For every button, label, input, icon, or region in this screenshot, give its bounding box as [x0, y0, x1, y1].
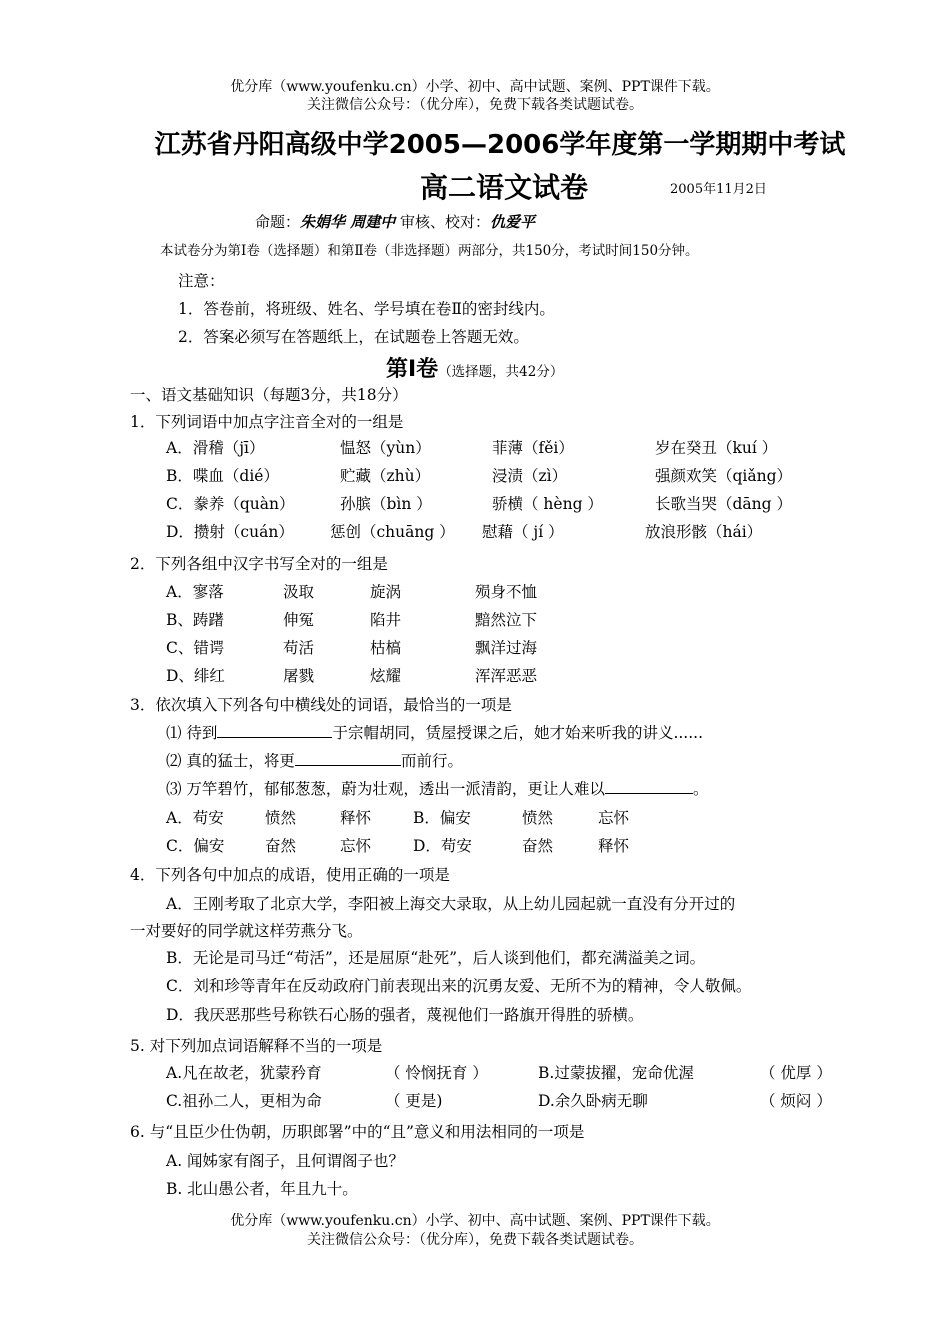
q6-option-a: A. 闻姊家有阁子，且何谓阁子也？: [166, 1152, 405, 1170]
q2-a3: 旋涡: [370, 583, 402, 601]
q3-opt-b2: 愤然: [522, 809, 554, 827]
q3-sentence-1: [166, 722, 703, 744]
q3-opt-d3: 释怀: [598, 837, 630, 855]
q2-d3: 炫耀: [370, 667, 402, 685]
part-1-heading: 一、语文基础知识（每题3分，共18分）: [130, 386, 408, 404]
q3-blank-3[interactable]: [605, 779, 693, 794]
q2-c3: 枯槁: [370, 639, 402, 657]
site-header-line1: 优分库（www.youfenku.cn）小学、初中、高中试题、案例、PPT课件下载。: [230, 79, 720, 95]
q1-c2: 孙膑（bìn ）: [340, 495, 432, 513]
q3-s2-suffix: 而前行。: [400, 752, 463, 770]
q3-blank-1[interactable]: [217, 723, 332, 738]
q4-option-a-line1: A．王刚考取了北京大学，李阳被上海交大录取，从上幼儿园起就一直没有分开过的: [166, 895, 736, 913]
section-1-heading: [386, 352, 563, 383]
notice-item-2: 2．答案必须写在答题纸上，在试题卷上答题无效。: [178, 328, 529, 346]
q2-b2: 伸冤: [283, 611, 315, 629]
q3-opt-b1: B．偏安: [413, 809, 471, 827]
q5-option-b: B.过蒙拔擢，宠命优渥: [538, 1064, 694, 1082]
q4-option-c: C．刘和珍等青年在反动政府门前表现出来的沉勇友爱、无所不为的精神，令人敬佩。: [166, 977, 752, 995]
q5-option-d: D.余久卧病无聊: [538, 1092, 648, 1110]
q3-opt-c2: 奋然: [265, 837, 297, 855]
q5-option-a-exp: （ 怜悯抚育 ）: [385, 1064, 488, 1082]
q1-a4: 岁在癸丑（kuí ）: [655, 439, 778, 457]
q3-sentence-3: [166, 778, 708, 800]
q5-option-c: C.祖孙二人，更相为命: [166, 1092, 322, 1110]
q3-opt-c3: 忘怀: [340, 837, 372, 855]
q3-opt-d1: D．苟安: [413, 837, 472, 855]
intro-text: 本试卷分为第Ⅰ卷（选择题）和第Ⅱ卷（非选择题）两部分，共150分，考试时间150分钟。: [160, 243, 699, 259]
q4-option-d: D．我厌恶那些号称铁石心肠的强者，蔑视他们一路旗开得胜的骄横。: [166, 1006, 644, 1024]
q1-b2: 贮藏（zhù）: [340, 467, 431, 485]
q3-s3-prefix: ⑶ 万竿碧竹，郁郁葱葱，蔚为壮观，透出一派清韵，更让人难以: [166, 780, 605, 798]
q1-d2: 惩创（chuāng ）: [330, 523, 455, 541]
q1-a2: 愠怒（yùn）: [340, 439, 431, 457]
q2-a2: 汲取: [283, 583, 315, 601]
q2-a4: 殒身不恤: [475, 583, 538, 601]
q1-b4: 强颜欢笑（qiǎng）: [655, 467, 793, 485]
notice-item-1: 1．答卷前，将班级、姓名、学号填在卷Ⅱ的密封线内。: [178, 300, 555, 318]
q3-s1-suffix: 于宗帽胡同，赁屋授课之后，她才始来听我的讲义......: [332, 724, 704, 742]
q1-d3: 慰藉（ jí ）: [482, 523, 564, 541]
q3-opt-a1: A．苟安: [166, 809, 224, 827]
q3-sentence-2: [166, 750, 463, 772]
q2-c1: C、错谔: [166, 639, 225, 657]
q1-a1: A．滑稽（jī）: [166, 439, 265, 457]
site-footer-line2: 关注微信公众号：（优分库），免费下载各类试题试卷。: [307, 1232, 643, 1248]
q1-b1: B．喋血（dié）: [166, 467, 279, 485]
q2-b3: 陷井: [370, 611, 402, 629]
q1-c4: 长歌当哭（dāng ）: [655, 495, 792, 513]
q5-option-d-exp: （ 烦闷 ）: [760, 1092, 832, 1110]
q1-b3: 浸渍（zì）: [492, 467, 568, 485]
q4-option-b: B．无论是司马迁“苟活”，还是屈原“赴死”，后人谈到他们，都充满溢美之词。: [166, 949, 706, 967]
site-header-line2: 关注微信公众号：（优分库），免费下载各类试题试卷。: [307, 97, 643, 113]
q3-s3-suffix: 。: [692, 780, 709, 798]
q3-opt-a2: 愤然: [265, 809, 297, 827]
q2-c4: 飘洋过海: [475, 639, 538, 657]
exam-subtitle: 高二语文试卷: [420, 171, 589, 204]
exam-date: 2005年11月2日: [670, 182, 767, 197]
q6-stem: 6. 与“且臣少仕伪朝，历职郎署”中的“且”意义和用法相同的一项是: [130, 1123, 585, 1141]
q2-b4: 黯然泣下: [475, 611, 538, 629]
q1-d4: 放浪形骸（hái）: [645, 523, 763, 541]
credits-label-reviewer: 审核、校对：: [395, 213, 491, 231]
q2-c2: 苟活: [283, 639, 315, 657]
q3-opt-d2: 奋然: [522, 837, 554, 855]
q2-d1: D、绯红: [166, 667, 225, 685]
q3-opt-c1: C．偏安: [166, 837, 225, 855]
q4-option-a-line2: 一对要好的同学就这样劳燕分飞。: [130, 922, 363, 940]
q2-b1: B、踌躇: [166, 611, 224, 629]
credits-label-author: 命题：: [255, 213, 301, 231]
q3-stem: 3．依次填入下列各句中横线处的词语，最恰当的一项是: [130, 696, 512, 714]
q3-opt-a3: 释怀: [340, 809, 372, 827]
q1-c1: C．豢养（quàn）: [166, 495, 295, 513]
credits-authors: 朱娟华 周建中: [300, 213, 396, 231]
q3-opt-b3: 忘怀: [598, 809, 630, 827]
q2-d4: 浑浑恶恶: [475, 667, 538, 685]
q5-stem: 5. 对下列加点词语解释不当的一项是: [130, 1037, 383, 1055]
notice-label: 注意：: [178, 272, 225, 290]
q6-option-b: B. 北山愚公者，年且九十。: [166, 1180, 358, 1198]
q1-c3: 骄横（ hèng ）: [492, 495, 603, 513]
site-footer-line1: 优分库（www.youfenku.cn）小学、初中、高中试题、案例、PPT课件下载。: [230, 1213, 720, 1229]
q2-a1: A．寥落: [166, 583, 224, 601]
q3-s2-prefix: ⑵ 真的猛士，将更: [166, 752, 295, 770]
q5-option-c-exp: （ 更是): [385, 1092, 443, 1110]
q5-option-a: A.凡在故老，犹蒙矜育: [166, 1064, 322, 1082]
q2-d2: 屠戮: [283, 667, 315, 685]
q1-stem: 1．下列词语中加点字注音全对的一组是: [130, 413, 404, 431]
q1-d1: D．攒射（cuán）: [166, 523, 294, 541]
q2-stem: 2．下列各组中汉字书写全对的一组是: [130, 555, 388, 573]
credits-reviewer: 仇爱平: [490, 213, 536, 231]
credits: [255, 211, 535, 233]
section-1-note: （选择题，共42分）: [438, 364, 564, 380]
q3-blank-2[interactable]: [295, 751, 401, 766]
exam-title: 江苏省丹阳高级中学2005—2006学年度第一学期期中考试: [154, 130, 846, 160]
q3-s1-prefix: ⑴ 待到: [166, 724, 218, 742]
q5-option-b-exp: （ 优厚 ）: [760, 1064, 832, 1082]
section-1-title: 第Ⅰ卷: [386, 357, 439, 382]
q4-stem: 4．下列各句中加点的成语，使用正确的一项是: [130, 866, 450, 884]
q1-a3: 菲薄（fěi）: [492, 439, 574, 457]
